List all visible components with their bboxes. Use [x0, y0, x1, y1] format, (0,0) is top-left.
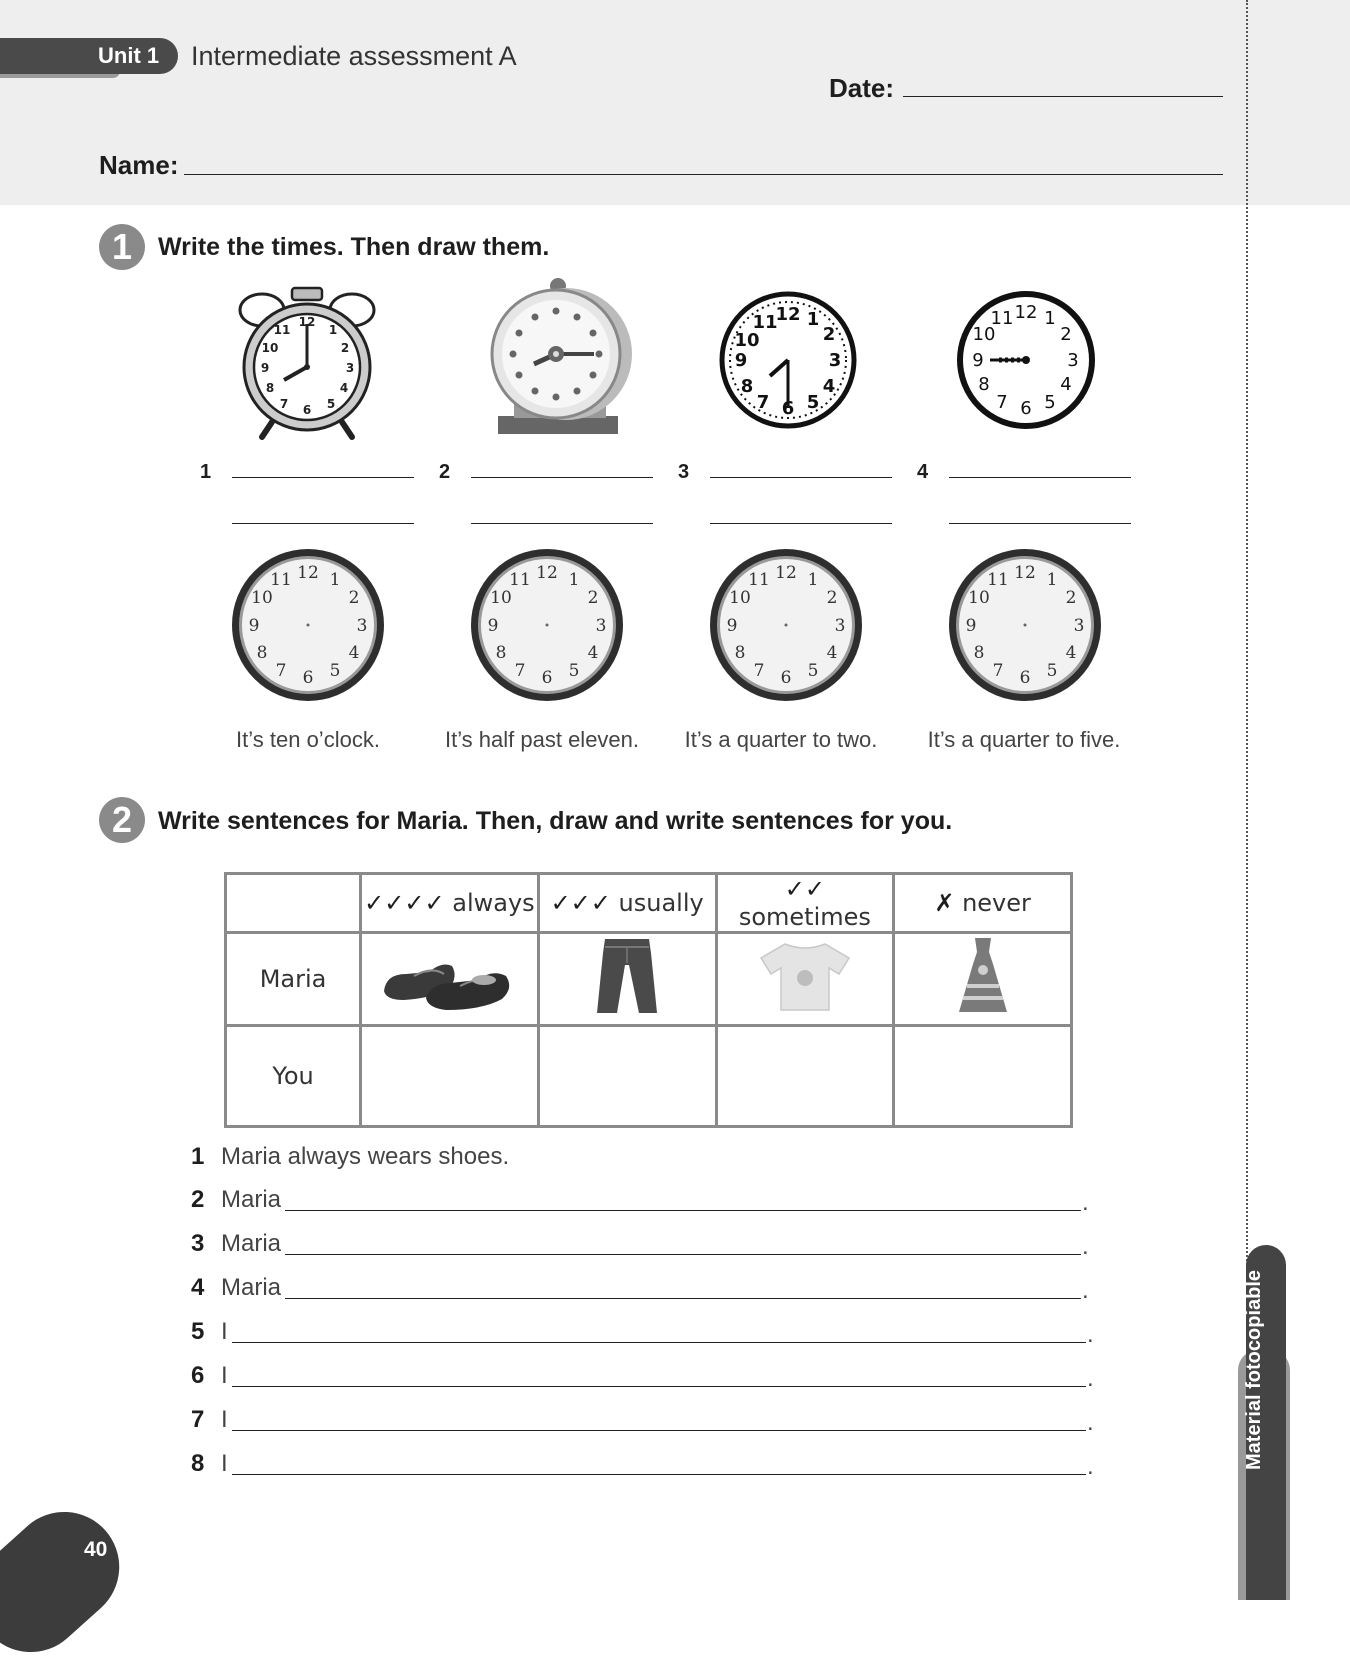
header-background-margin: [1248, 0, 1350, 205]
wall-clock-picture: [718, 290, 858, 430]
check-marks: ✓✓✓✓: [364, 889, 445, 917]
svg-text:8: 8: [495, 643, 507, 663]
header-sometimes: [716, 874, 894, 933]
svg-text:12: 12: [1014, 302, 1038, 323]
svg-text:3: 3: [1067, 350, 1079, 371]
svg-text:4: 4: [339, 381, 349, 395]
sentence-period: .: [1087, 1365, 1094, 1392]
table-corner-cell: [226, 874, 361, 933]
clock-caption: It’s a quarter to two.: [684, 727, 878, 752]
maria-never-cell: [894, 933, 1072, 1026]
table-row: [226, 933, 1072, 1026]
sentence-row: [191, 1449, 228, 1479]
svg-text:1: 1: [1044, 308, 1056, 329]
sentence-period: .: [1087, 1409, 1094, 1436]
sentence-text: Maria: [221, 1274, 282, 1301]
jeans-picture: [587, 935, 667, 1017]
sentence-period: .: [1082, 1277, 1089, 1304]
sentence-number: 3: [191, 1230, 205, 1257]
svg-text:6: 6: [302, 403, 312, 417]
svg-text:9: 9: [487, 616, 499, 636]
svg-text:10: 10: [729, 588, 751, 608]
exercise-1-number: 1: [99, 224, 145, 270]
answer-line[interactable]: [949, 523, 1131, 524]
item-number: 2: [439, 461, 451, 483]
svg-text:9: 9: [965, 616, 977, 636]
svg-text:6: 6: [1020, 398, 1032, 419]
svg-text:7: 7: [992, 661, 1004, 681]
svg-text:6: 6: [780, 668, 792, 688]
exercise-2-title: Write sentences for Maria. Then, draw and write sentences for you.: [158, 807, 953, 835]
sentence-number: 6: [191, 1362, 205, 1389]
svg-text:2: 2: [1060, 324, 1072, 345]
svg-text:11: 11: [748, 570, 770, 590]
unit-label: Unit 1: [98, 43, 160, 68]
svg-text:5: 5: [1046, 661, 1058, 681]
svg-text:5: 5: [329, 661, 341, 681]
sentence-text: I: [221, 1362, 228, 1389]
svg-text:3: 3: [345, 361, 355, 375]
header-usually: [538, 874, 716, 933]
svg-text:11: 11: [509, 570, 531, 590]
sentence-answer-line[interactable]: [285, 1254, 1081, 1255]
svg-text:5: 5: [807, 661, 819, 681]
svg-text:2: 2: [822, 324, 836, 345]
svg-text:5: 5: [568, 661, 580, 681]
frequency-table: [224, 872, 1073, 1128]
svg-text:3: 3: [356, 616, 368, 636]
svg-text:7: 7: [756, 392, 770, 413]
answer-line[interactable]: [232, 477, 414, 478]
svg-text:7: 7: [996, 392, 1008, 413]
name-field[interactable]: [184, 174, 1223, 175]
table-header-row: [226, 874, 1072, 933]
svg-text:10: 10: [972, 324, 996, 345]
svg-text:8: 8: [973, 643, 985, 663]
sentence-row: [191, 1273, 281, 1303]
cross-mark: ✗: [934, 889, 955, 917]
svg-text:11: 11: [987, 570, 1009, 590]
sentence-number: 5: [191, 1318, 205, 1345]
header-always: [361, 874, 539, 933]
header-label: never: [962, 889, 1031, 917]
you-always-cell[interactable]: [361, 1026, 539, 1127]
svg-text:4: 4: [348, 643, 360, 663]
sentence-answer-line[interactable]: [232, 1430, 1086, 1431]
empty-clock[interactable]: [945, 545, 1105, 705]
svg-text:10: 10: [734, 330, 760, 351]
empty-clock[interactable]: [706, 545, 866, 705]
svg-text:4: 4: [1060, 374, 1072, 395]
sentence-text: I: [221, 1318, 228, 1345]
alarm-clock-picture: [232, 282, 382, 442]
sentence-text: Maria: [221, 1230, 282, 1257]
svg-text:2: 2: [587, 588, 599, 608]
svg-text:10: 10: [251, 588, 273, 608]
svg-text:6: 6: [302, 668, 314, 688]
svg-text:5: 5: [806, 392, 820, 413]
sentence-row: [191, 1185, 281, 1215]
sentence-answer-line[interactable]: [232, 1342, 1086, 1343]
exercise-1-title: Write the times. Then draw them.: [158, 233, 550, 261]
clock-caption: It’s half past eleven.: [444, 727, 640, 752]
svg-text:9: 9: [734, 350, 748, 371]
you-sometimes-cell[interactable]: [716, 1026, 894, 1127]
row-label-you: You: [226, 1026, 361, 1127]
exercise-2-number: 2: [99, 797, 145, 843]
svg-text:9: 9: [972, 350, 984, 371]
page-number-tab: [0, 1489, 142, 1674]
svg-text:8: 8: [256, 643, 268, 663]
svg-text:3: 3: [834, 616, 846, 636]
svg-text:9: 9: [248, 616, 260, 636]
shoes-picture: [374, 936, 524, 1016]
svg-text:12: 12: [1014, 563, 1036, 583]
check-marks: ✓✓✓: [550, 889, 611, 917]
svg-text:7: 7: [514, 661, 526, 681]
item-number: 3: [678, 461, 690, 483]
header-label: usually: [618, 889, 704, 917]
page-number: 40: [84, 1538, 108, 1561]
svg-text:11: 11: [273, 323, 291, 337]
svg-text:4: 4: [1065, 643, 1077, 663]
sentence-number: 1: [191, 1143, 205, 1170]
sentence-text: Maria: [221, 1186, 282, 1213]
svg-text:4: 4: [822, 376, 836, 397]
clock-caption: It’s a quarter to five.: [927, 727, 1121, 752]
sentence-row: [191, 1229, 281, 1259]
sentence-number: 8: [191, 1450, 205, 1477]
svg-text:5: 5: [326, 397, 336, 411]
sentence-number: 7: [191, 1406, 205, 1433]
sentence-row: [191, 1405, 228, 1435]
sentence-period: .: [1082, 1189, 1089, 1216]
svg-text:12: 12: [297, 563, 319, 583]
dress-picture: [953, 934, 1013, 1018]
check-marks: ✓✓: [784, 875, 825, 903]
sentence-number: 2: [191, 1186, 205, 1213]
sentence-number: 4: [191, 1274, 205, 1301]
maria-always-cell: [361, 933, 539, 1026]
you-never-cell[interactable]: [894, 1026, 1072, 1127]
you-usually-cell[interactable]: [538, 1026, 716, 1127]
sentence-row: [191, 1361, 228, 1391]
empty-clock[interactable]: [467, 545, 627, 705]
svg-text:3: 3: [828, 350, 842, 371]
sentence-period: .: [1087, 1453, 1094, 1480]
row-label-maria: Maria: [226, 933, 361, 1026]
answer-line[interactable]: [471, 477, 653, 478]
svg-text:4: 4: [587, 643, 599, 663]
svg-text:6: 6: [781, 398, 795, 419]
svg-text:7: 7: [275, 661, 287, 681]
maria-usually-cell: [538, 933, 716, 1026]
date-field[interactable]: [903, 96, 1223, 97]
sentence-period: .: [1082, 1233, 1089, 1260]
clock-caption: It’s ten o’clock.: [236, 727, 380, 752]
svg-text:6: 6: [1019, 668, 1031, 688]
sentence-answer-line[interactable]: [285, 1298, 1081, 1299]
sentence-period: .: [1087, 1321, 1094, 1348]
sentence-text: Maria always wears shoes.: [221, 1143, 510, 1170]
header-label: always: [452, 889, 535, 917]
answer-line[interactable]: [471, 523, 653, 524]
svg-text:3: 3: [1073, 616, 1085, 636]
svg-text:10: 10: [490, 588, 512, 608]
svg-text:11: 11: [990, 308, 1014, 329]
svg-text:8: 8: [734, 643, 746, 663]
svg-text:7: 7: [279, 397, 289, 411]
svg-text:2: 2: [826, 588, 838, 608]
svg-text:3: 3: [595, 616, 607, 636]
svg-text:10: 10: [261, 341, 279, 355]
item-number: 1: [200, 461, 212, 483]
side-tab-label: Material fotocopiable: [1243, 1269, 1265, 1470]
svg-text:1: 1: [807, 570, 819, 590]
answer-line[interactable]: [949, 477, 1131, 478]
answer-line[interactable]: [232, 523, 414, 524]
round-clock-picture: [956, 290, 1096, 430]
sentence-row: [191, 1317, 228, 1347]
sentence-answer-line[interactable]: [232, 1386, 1086, 1387]
sentence-text: I: [221, 1406, 228, 1433]
sentence-answer-line[interactable]: [285, 1210, 1081, 1211]
page-title: Intermediate assessment A: [191, 41, 517, 71]
svg-text:1: 1: [568, 570, 580, 590]
maria-sometimes-cell: [716, 933, 894, 1026]
svg-text:1: 1: [806, 309, 820, 330]
svg-text:1: 1: [328, 323, 338, 337]
svg-text:12: 12: [536, 563, 558, 583]
svg-text:5: 5: [1044, 392, 1056, 413]
sentence-row: [191, 1142, 509, 1172]
header-label: sometimes: [738, 903, 871, 931]
answer-line[interactable]: [710, 477, 892, 478]
sentence-text: I: [221, 1450, 228, 1477]
svg-text:11: 11: [270, 570, 292, 590]
svg-text:2: 2: [340, 341, 350, 355]
svg-text:4: 4: [826, 643, 838, 663]
svg-text:11: 11: [752, 312, 778, 333]
svg-text:8: 8: [978, 374, 990, 395]
svg-text:9: 9: [260, 361, 270, 375]
svg-text:10: 10: [968, 588, 990, 608]
svg-text:6: 6: [541, 668, 553, 688]
empty-clock[interactable]: [228, 545, 388, 705]
name-label: Name:: [99, 150, 179, 180]
svg-text:8: 8: [740, 376, 754, 397]
svg-text:12: 12: [775, 563, 797, 583]
sentence-answer-line[interactable]: [232, 1474, 1086, 1475]
svg-text:8: 8: [265, 381, 275, 395]
svg-text:12: 12: [298, 315, 316, 329]
svg-text:1: 1: [329, 570, 341, 590]
svg-text:2: 2: [348, 588, 360, 608]
svg-text:2: 2: [1065, 588, 1077, 608]
svg-text:7: 7: [753, 661, 765, 681]
answer-line[interactable]: [710, 523, 892, 524]
svg-text:1: 1: [1046, 570, 1058, 590]
date-label: Date:: [829, 73, 895, 103]
t-shirt-picture: [755, 936, 855, 1016]
desk-clock-picture: [478, 278, 638, 438]
svg-text:9: 9: [726, 616, 738, 636]
header-never: [894, 874, 1072, 933]
item-number: 4: [917, 461, 929, 483]
table-row: [226, 1026, 1072, 1127]
svg-text:12: 12: [775, 304, 801, 325]
